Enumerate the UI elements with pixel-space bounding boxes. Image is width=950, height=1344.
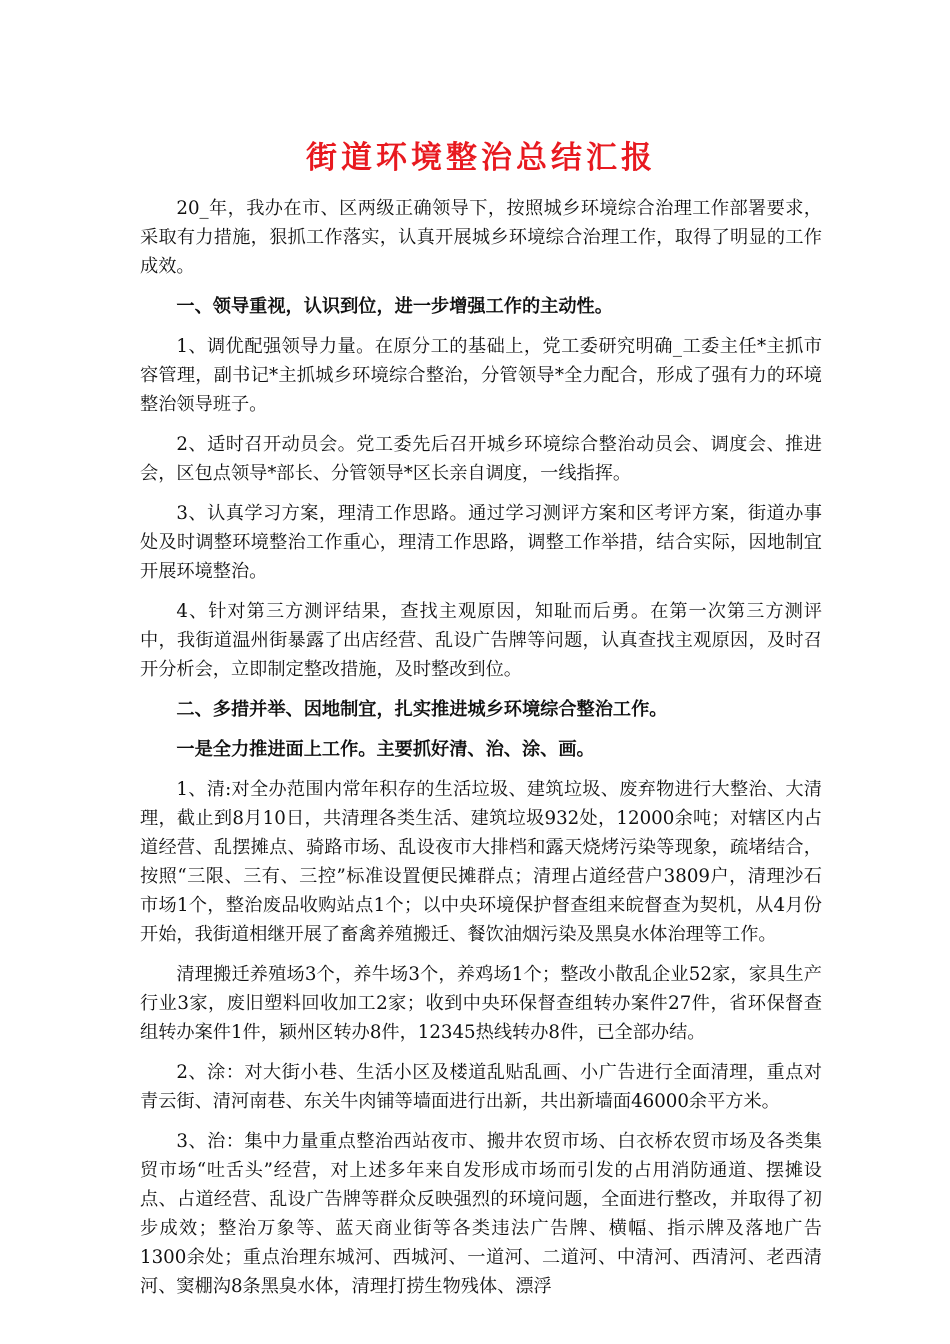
subsection-heading: 一是全力推进面上工作。主要抓好清、治、涂、画。 (176, 739, 595, 760)
body-paragraph: 4、针对第三方测评结果，查找主观原因，知耻而后勇。在第一次第三方测评中，我街道温州街暴露了出店经营、乱设广告牌等问题，认真查找主观原因，及时召开分析会，立即制定整改措施，及时整改到位。 (140, 601, 822, 680)
body-paragraph: 1、调优配强领导力量。在原分工的基础上，党工委研究明确_工委主任*主抓市容管理，副书记*主抓城乡环境综合整治，分管领导*全力配合，形成了强有力的环境整治领导班子。 (140, 336, 822, 415)
body-paragraph: 1、清:对全办范围内常年积存的生活垃圾、建筑垃圾、废弃物进行大整治、大清理，截止到8月10日，共清理各类生活、建筑垃圾932处，12000余吨；对辖区内占道经营、乱摆摊点、骑路市场、乱设夜市大排档和露天烧烤污染等现象，疏堵结合，按照“三限、三有、三控”标准设置便民摊群点；清理占道经营户3809户，清理沙石市场1个，整治废品收购站点1个；以中央环境保护督查组来皖督查为契机，从4月份开始，我街道相继开展了畜禽养殖搬迁、餐饮油烟污染及黑臭水体治理等工作。 (140, 779, 822, 945)
body-paragraph: 2、适时召开动员会。党工委先后召开城乡环境综合整治动员会、调度会、推进会，区包点领导*部长、分管领导*区长亲自调度，一线指挥。 (140, 434, 822, 484)
body-paragraph: 3、认真学习方案，理清工作思路。通过学习测评方案和区考评方案，街道办事处及时调整环境整治工作重心，理清工作思路，调整工作举措，结合实际，因地制宜开展环境整治。 (140, 503, 822, 582)
body-paragraph: 清理搬迁养殖场3个，养牛场3个，养鸡场1个；整改小散乱企业52家，家具生产行业3家，废旧塑料回收加工2家；收到中央环保督查组转办案件27件，省环保督查组转办案件1件，颍州区转办8件，12345热线转办8件，已全部办结。 (140, 964, 822, 1043)
section-heading-1: 一、领导重视，认识到位，进一步增强工作的主动性。 (176, 296, 613, 317)
intro-paragraph: 20_年，我办在市、区两级正确领导下，按照城乡环境综合治理工作部署要求，采取有力措施，狠抓工作落实，认真开展城乡环境综合治理工作，取得了明显的工作成效。 (140, 198, 822, 277)
body-paragraph: 2、涂：对大街小巷、生活小区及楼道乱贴乱画、小广告进行全面清理，重点对青云街、清河南巷、东关牛肉铺等墙面进行出新，共出新墙面46000余平方米。 (140, 1062, 822, 1112)
body-paragraph: 3、治：集中力量重点整治西站夜市、搬井农贸市场、白衣桥农贸市场及各类集贸市场“吐舌头”经营，对上述多年来自发形成市场而引发的占用消防通道、摆摊设点、占道经营、乱设广告牌等群众反映强烈的环境问题，全面进行整改，并取得了初步成效；整治万象等、蓝天商业街等各类违法广告牌、横幅、指示牌及落地广告1300余处；重点治理东城河、西城河、一道河、二道河、中清河、西清河、老西清河、窦棚沟8条黑臭水体，清理打捞生物残体、漂浮 (140, 1131, 822, 1297)
section-heading-2: 二、多措并举、因地制宜，扎实推进城乡环境综合整治工作。 (176, 699, 668, 720)
document-title: 街道环境整治总结汇报 (306, 140, 656, 176)
